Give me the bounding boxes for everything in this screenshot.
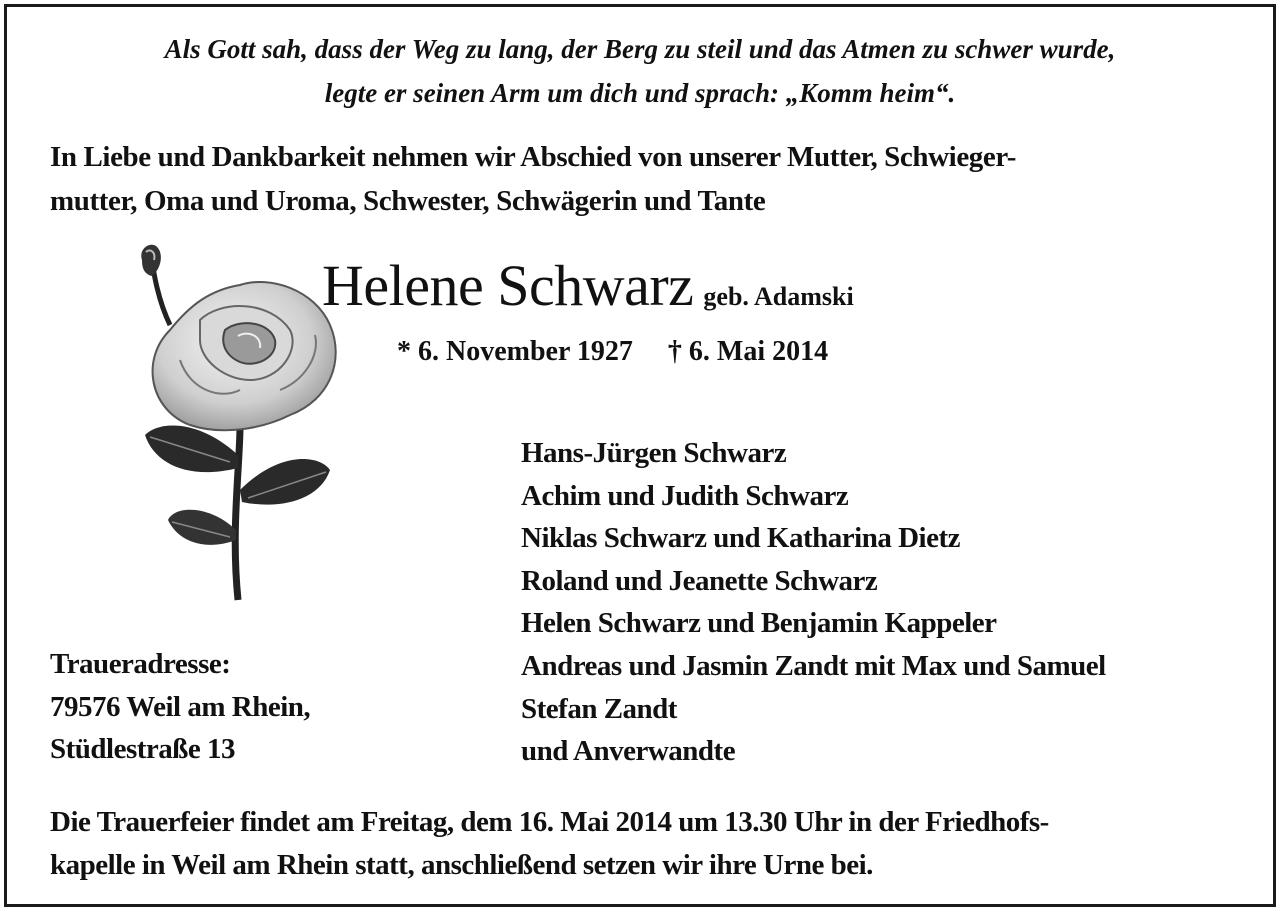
life-dates — [397, 336, 828, 368]
service-line-1: Die Trauerfeier findet am Freitag, dem 16. Mai 2014 um 13.30 Uhr in der Friedhofs- — [50, 806, 1049, 838]
death-date: † 6. Mai 2014 — [667, 336, 829, 367]
mourner-item: und Anverwandte — [521, 735, 736, 768]
mourners-list — [521, 432, 1106, 773]
service-line-2: kapelle in Weil am Rhein statt, anschließend setzen wir ihre Urne bei. — [50, 849, 873, 881]
intro-line-2: mutter, Oma und Uroma, Schwester, Schwägerin und Tante — [50, 185, 766, 217]
motto-line-2: legte er seinen Arm um dich und sprach: „Komm heim“. — [324, 78, 956, 108]
mourning-address — [50, 643, 310, 771]
birth-date: * 6. November 1927 — [397, 336, 633, 367]
mourner-item: Niklas Schwarz und Katharina Dietz — [521, 522, 960, 555]
mourner-item: Helen Schwarz und Benjamin Kappeler — [521, 607, 997, 640]
address-label: Traueradresse: — [50, 648, 231, 680]
mourner-item: Hans-Jürgen Schwarz — [521, 437, 787, 469]
mourner-item: Andreas und Jasmin Zandt mit Max und Samuel — [521, 649, 1106, 682]
intro-line-1: In Liebe und Dankbarkeit nehmen wir Abschied von unserer Mutter, Schwieger- — [50, 141, 1017, 173]
deceased-name-line — [322, 252, 854, 319]
address-street: Stüdlestraße 13 — [50, 733, 236, 766]
mourner-item: Roland und Jeanette Schwarz — [521, 564, 878, 597]
deceased-name: Helene Schwarz — [322, 253, 694, 318]
maiden-name: geb. Adamski — [703, 282, 854, 311]
motto-line-1: Als Gott sah, dass der Weg zu lang, der Berg zu steil und das Atmen zu schwer wurde, — [164, 34, 1116, 64]
mourner-item: Stefan Zandt — [521, 692, 677, 725]
mourner-item: Achim und Judith Schwarz — [521, 479, 849, 512]
address-city: 79576 Weil am Rhein, — [50, 690, 311, 723]
